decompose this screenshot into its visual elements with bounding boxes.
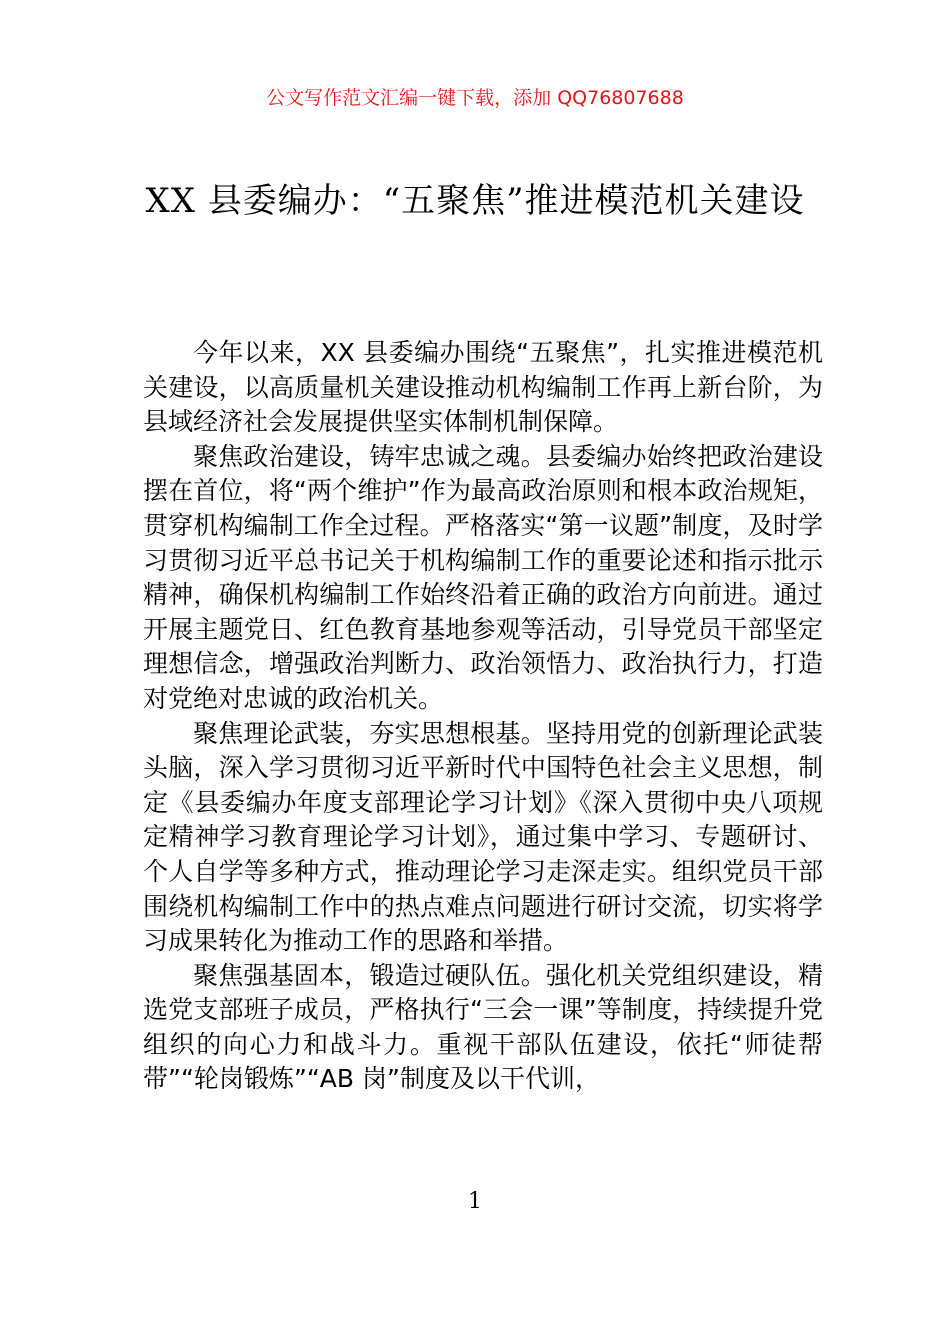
document-title: XX 县委编办：“五聚焦”推进模范机关建设 <box>145 181 805 221</box>
page-number: 1 <box>468 1189 482 1214</box>
paragraph-political-building: 聚焦政治建设，铸牢忠诚之魂。县委编办始终把政治建设摆在首位，将“两个维护”作为最高政治原则和根本政治规矩，贯穿机构编制工作全过程。严格落实“第一议题”制度，及时学习贯彻习近平总书记关于机构编制工作的重要论述和指示批示精神，确保机构编制工作始终沿着正确的政治方向前进。通过开展主题党日、红色教育基地参观等活动，引导党员干部坚定理想信念，增强政治判断力、政治领悟力、政治执行力，打造对党绝对忠诚的政治机关。 <box>143 441 823 713</box>
document-body <box>143 336 823 1097</box>
paragraph-intro: 今年以来，XX 县委编办围绕“五聚焦”，扎实推进模范机关建设，以高质量机关建设推动机构编制工作再上新台阶，为县域经济社会发展提供坚实体制机制保障。 <box>143 338 823 437</box>
paragraph-theory: 聚焦理论武装，夯实思想根基。坚持用党的创新理论武装头脑，深入学习贯彻习近平新时代中国特色社会主义思想，制定《县委编办年度支部理论学习计划》《深入贯彻中央八项规定精神学习教育理论学习计划》，通过集中学习、专题研讨、个人自学等多种方式，推动理论学习走深走实。组织党员干部围绕机构编制工作中的热点难点问题进行研讨交流，切实将学习成果转化为推动工作的思路和举措。 <box>143 718 823 956</box>
paragraph-team-building: 聚焦强基固本，锻造过硬队伍。强化机关党组织建设，精选党支部班子成员，严格执行“三会一课”等制度，持续提升党组织的向心力和战斗力。重视干部队伍建设，依托“师徒帮带”“轮岗锻炼”“AB 岗”制度及以干代训， <box>143 960 823 1094</box>
header-note: 公文写作范文汇编一键下载，添加 QQ76807688 <box>266 87 684 109</box>
